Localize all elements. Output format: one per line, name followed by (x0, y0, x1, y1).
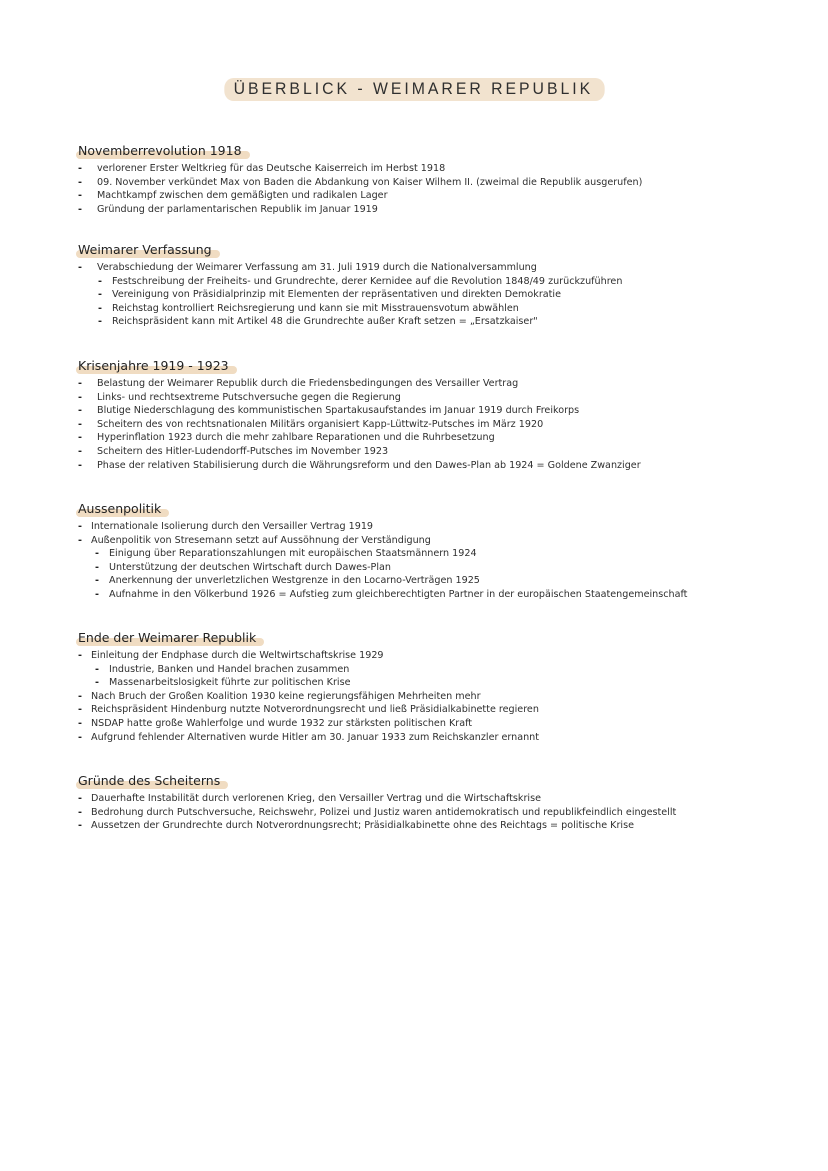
section-heading: Aussenpolitik (76, 501, 165, 517)
list-item: - 09. November verkündet Max von Baden die Abdankung von Kaiser Wilhem II. (zweimal die Republik ausgerufen) (76, 176, 796, 190)
list-item: - Reichspräsident Hindenburg nutzte Notverordnungsrecht und ließ Präsidialkabinette regieren (76, 703, 796, 717)
list-item: - Hyperinflation 1923 durch die mehr zahlbare Reparationen und die Ruhrbesetzung (76, 431, 796, 445)
sub-list-item: - Reichspräsident kann mit Artikel 48 die Grundrechte außer Kraft setzen = „Ersatzkaiser" (76, 315, 796, 329)
section-heading: Ende der Weimarer Republik (76, 630, 260, 646)
bullet-list (76, 792, 796, 833)
section-heading: Weimarer Verfassung (76, 242, 216, 258)
list-item: - Nach Bruch der Großen Koalition 1930 keine regierungsfähigen Mehrheiten mehr (76, 690, 796, 704)
list-item: - Scheitern des von rechtsnationalen Militärs organisiert Kapp-Lüttwitz-Putsches im März 1920 (76, 418, 796, 432)
list-item: - Links- und rechtsextreme Putschversuche gegen die Regierung (76, 391, 796, 405)
section-novemberrevolution (76, 140, 796, 216)
sub-list-item: - Einigung über Reparationszahlungen mit europäischen Staatsmännern 1924 (76, 547, 796, 561)
section-gruende-scheitern (76, 770, 796, 833)
list-item: - Bedrohung durch Putschversuche, Reichswehr, Polizei und Justiz waren antidemokratisch und republikfeindlich eingestellt (76, 806, 796, 820)
sub-list-item: - Aufnahme in den Völkerbund 1926 = Aufstieg zum gleichberechtigten Partner in der europäischen Staatengemeinschaft (76, 588, 796, 602)
list-item: - Internationale Isolierung durch den Versailler Vertrag 1919 (76, 520, 796, 534)
list-item: - Scheitern des Hitler-Ludendorff-Putsches im November 1923 (76, 445, 796, 459)
section-krisenjahre (76, 355, 796, 472)
sub-list-item: - Industrie, Banken und Handel brachen zusammen (76, 663, 796, 677)
list-item: - verlorener Erster Weltkrieg für das Deutsche Kaiserreich im Herbst 1918 (76, 162, 796, 176)
page-title: ÜBERBLICK - WEIMARER REPUBLIK (224, 78, 604, 101)
bullet-list (76, 520, 796, 602)
list-item: - Phase der relativen Stabilisierung durch die Währungsreform und den Dawes-Plan ab 1924 = Goldene Zwanziger (76, 459, 796, 473)
list-item: - Belastung der Weimarer Republik durch die Friedensbedingungen des Versailler Vertrag (76, 377, 796, 391)
section-heading: Novemberrevolution 1918 (76, 143, 246, 159)
bullet-list (76, 162, 796, 216)
list-item: - Gründung der parlamentarischen Republik im Januar 1919 (76, 203, 796, 217)
list-item: - Aussetzen der Grundrechte durch Notverordnungsrecht; Präsidialkabinette ohne des Reichtags = politische Krise (76, 819, 796, 833)
section-ende-weimarer-republik (76, 627, 796, 744)
list-item: - Außenpolitik von Stresemann setzt auf Aussöhnung der Verständigung (76, 534, 796, 548)
sub-list-item: - Vereinigung von Präsidialprinzip mit Elementen der repräsentativen und direkten Demokratie (76, 288, 796, 302)
section-aussenpolitik (76, 498, 796, 602)
list-item: - Dauerhafte Instabilität durch verlorenen Krieg, den Versailler Vertrag und die Wirtschaftskrise (76, 792, 796, 806)
section-heading: Gründe des Scheiterns (76, 773, 224, 789)
list-item: - Blutige Niederschlagung des kommunistischen Spartakusaufstandes im Januar 1919 durch Freikorps (76, 404, 796, 418)
list-item: - Machtkampf zwischen dem gemäßigten und radikalen Lager (76, 189, 796, 203)
bullet-list (76, 261, 796, 329)
sub-list-item: - Anerkennung der unverletzlichen Westgrenze in den Locarno-Verträgen 1925 (76, 574, 796, 588)
sub-list-item: - Festschreibung der Freiheits- und Grundrechte, derer Kernidee auf die Revolution 1848/49 zurückzuführen (76, 275, 796, 289)
section-weimarer-verfassung (76, 239, 796, 329)
list-item: - Verabschiedung der Weimarer Verfassung am 31. Juli 1919 durch die Nationalversammlung (76, 261, 796, 275)
title-wrap (0, 78, 828, 101)
list-item: - NSDAP hatte große Wahlerfolge und wurde 1932 zur stärksten politischen Kraft (76, 717, 796, 731)
list-item: - Einleitung der Endphase durch die Weltwirtschaftskrise 1929 (76, 649, 796, 663)
bullet-list (76, 649, 796, 744)
sub-list-item: - Unterstützung der deutschen Wirtschaft durch Dawes-Plan (76, 561, 796, 575)
list-item: - Aufgrund fehlender Alternativen wurde Hitler am 30. Januar 1933 zum Reichskanzler ernannt (76, 731, 796, 745)
bullet-list (76, 377, 796, 472)
sub-list-item: - Massenarbeitslosigkeit führte zur politischen Krise (76, 676, 796, 690)
section-heading: Krisenjahre 1919 - 1923 (76, 358, 233, 374)
sub-list-item: - Reichstag kontrolliert Reichsregierung und kann sie mit Misstrauensvotum abwählen (76, 302, 796, 316)
